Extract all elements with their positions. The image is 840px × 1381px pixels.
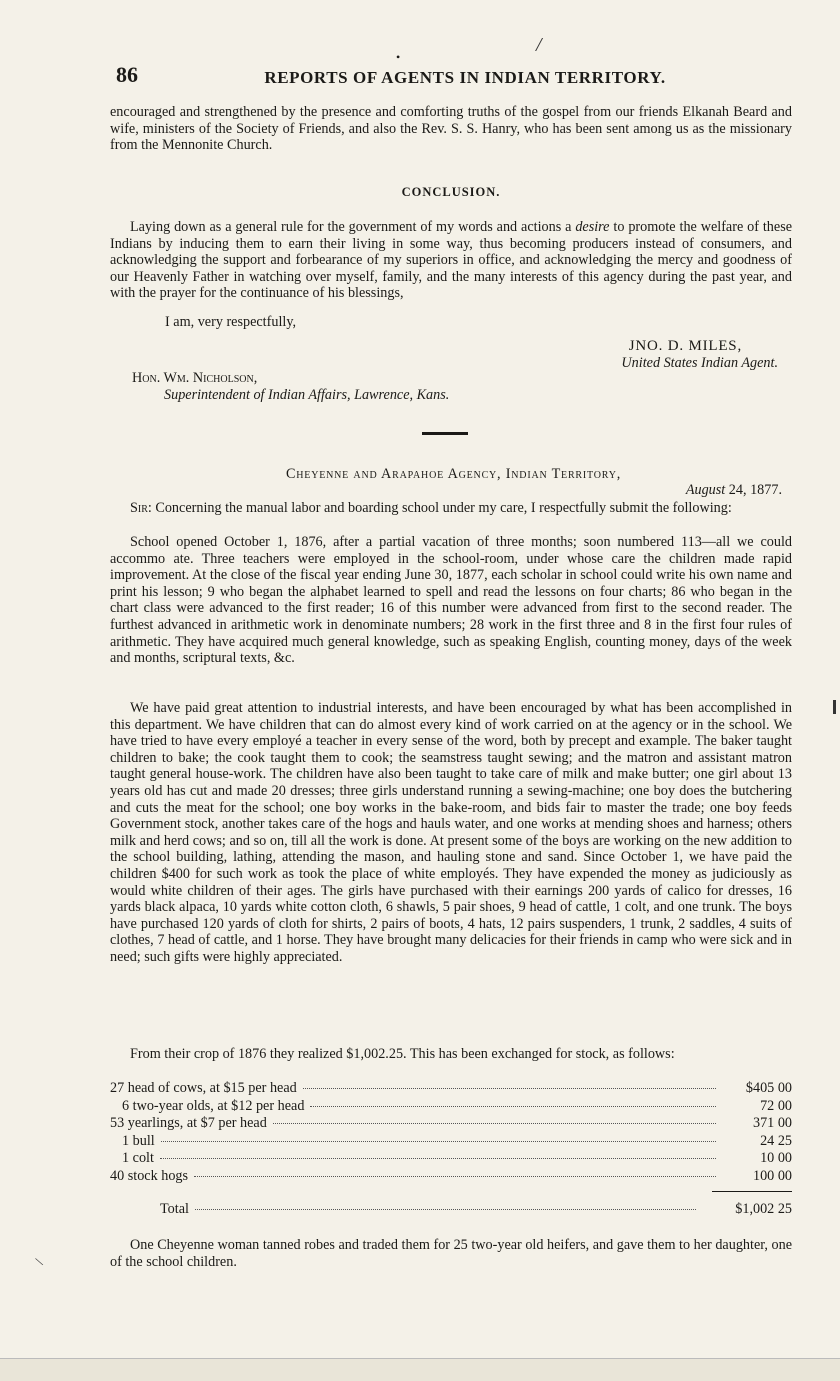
section-divider xyxy=(422,432,468,435)
intro-paragraph: encouraged and strengthened by the presence and comforting truths of the gospel from our friends Elkanah Beard and wife, ministers of the Society of Friends, and also the Rev. S. S. Hanry, who has been sent among us as the missionary from the Mennonite Church. xyxy=(110,104,792,154)
margin-mark: \ xyxy=(34,1255,46,1271)
page-edge xyxy=(0,1358,840,1381)
industrial-paragraph: We have paid great attention to industrial interests, and have been encouraged by what has been accomplished in this department. We have children that can do almost every kind of work carried on at the agency or in the school. We have tried to have every employé a teacher in every sense of the word, both by precept and example. The baker taught children to bake; the cook taught them to cook; the seamstress taught sewing; and the matron and assistant matron taught general house-work. The children have also been taught to take care of milk and make butter; one girl about 13 years old has cut and made 20 dresses; three girls understand running a sewing-machine; one boy does the butchering and cuts the meat for the school; one boy works in the bake-room, and bids fair to master the trade; one boy feeds Government stock, another takes care of the hogs and hauls water, and one works at mending shoes and harness; others milk and herd cows; and so on, till all the work is done. At present some of the boys are working on the new addition to the school building, lathing, attending the mason, and hauling stone and sand. Since October 1, we have paid the children $400 for such work as took the place of white employés. They have expended the money as judiciously as would white children of their ages. The girls have purchased with their earnings 200 yards of calico for dresses, 16 yards black alpaca, 10 yards white cotton cloth, 6 shawls, 5 pair shoes, 9 head of cattle, 1 colt, and one trunk. The boys have purchased 120 yards of cloth for shirts, 2 pairs of boots, 4 hats, 12 pairs suspenders, 1 trunk, 2 saddles, 4 suits of clothes, 7 head of cattle, and 1 horse. They have brought many delicacies for their friends in camp who were sick and in need; such gifts were highly appreciated. xyxy=(110,700,792,965)
page-header xyxy=(110,62,792,92)
section-heading-conclusion: CONCLUSION. xyxy=(401,185,501,199)
signer-name: JNO. D. MILES, xyxy=(628,338,742,354)
signer-title: United States Indian Agent. xyxy=(621,355,778,371)
conclusion-paragraph: Laying down as a general rule for the government of my words and actions a desire to promote the welfare of these Indians by inducing them to earn their living in some way, thus becoming producers instead of consumers, and acknowledging the support and forbearance of my superiors in office, and acknowledging the mercy and goodness of our Heavenly Father in watching over myself, family, and the many interests of this agency during the past year, and with the prayer for the continuance of his blessings, xyxy=(110,219,793,302)
closing-line: I am, very respectfully, xyxy=(165,314,297,330)
total-label: Total xyxy=(160,1201,189,1217)
dot-mark: • xyxy=(396,50,401,64)
ledger-total-row xyxy=(110,1201,792,1219)
closing-paragraph: One Cheyenne woman tanned robes and traded them for 25 two-year old heifers, and gave them to her daughter, one of the school children. xyxy=(110,1237,792,1270)
total-amount: $1,002 25 xyxy=(735,1201,792,1217)
letter-date: August 24, 1877. xyxy=(685,482,782,498)
margin-tick xyxy=(833,700,836,714)
pencil-mark: / xyxy=(536,34,542,56)
salutation: Sir xyxy=(130,500,148,516)
ledger-row: 53 yearlings, at $7 per head 371 00 xyxy=(110,1115,792,1131)
page-number: 86 xyxy=(116,62,138,87)
school-paragraph: School opened October 1, 1876, after a partial vacation of three months; soon numbered 113—all we could accommo ate. Three teachers were employed in the school-room, under whose care the children made rapid improvement. At the close of the fiscal year ending June 30, 1877, each scholar in school could write his own name and print his lesson; 9 who began the alphabet learned to spell and read the lessons on four charts; 86 who began in the chart class were advanced to the first reader; 16 of this number were advanced from first to the second reader. The furthest advanced in arithmetic work in denominate numbers; 28 work in the first three and 8 in the first four rules of arithmetic. They have acquired much general knowledge, such as speaking English, counting money, days of the week and months, scriptural texts, &c. xyxy=(110,534,792,667)
ledger-row: 6 two-year olds, at $12 per head 72 00 xyxy=(122,1097,792,1114)
running-title: REPORTS OF AGENTS IN INDIAN TERRITORY. xyxy=(264,68,666,87)
ledger-row: 40 stock hogs 100 00 xyxy=(110,1167,792,1184)
crop-paragraph: From their crop of 1876 they realized $1,002.25. This has been exchanged for stock, as follows: xyxy=(130,1046,675,1062)
emphasis-desire: desire xyxy=(575,219,610,235)
ledger-row: 27 head of cows, at $15 per head $405 00 xyxy=(110,1080,792,1096)
ledger-row: 1 colt 10 00 xyxy=(122,1150,792,1166)
addressee-name: Hon. Wm. Nicholson, xyxy=(132,370,258,386)
agency-heading: Cheyenne and Arapahoe Agency, Indian Territory, xyxy=(286,466,622,482)
addressee-title: Superintendent of Indian Affairs, Lawrence, Kans. xyxy=(164,387,450,403)
stock-ledger xyxy=(110,1080,792,1219)
letter-opening-paragraph: Sir: Concerning the manual labor and boarding school under my care, I respectfully submit the following: xyxy=(130,500,732,516)
ledger-row: 1 bull 24 25 xyxy=(122,1132,792,1149)
